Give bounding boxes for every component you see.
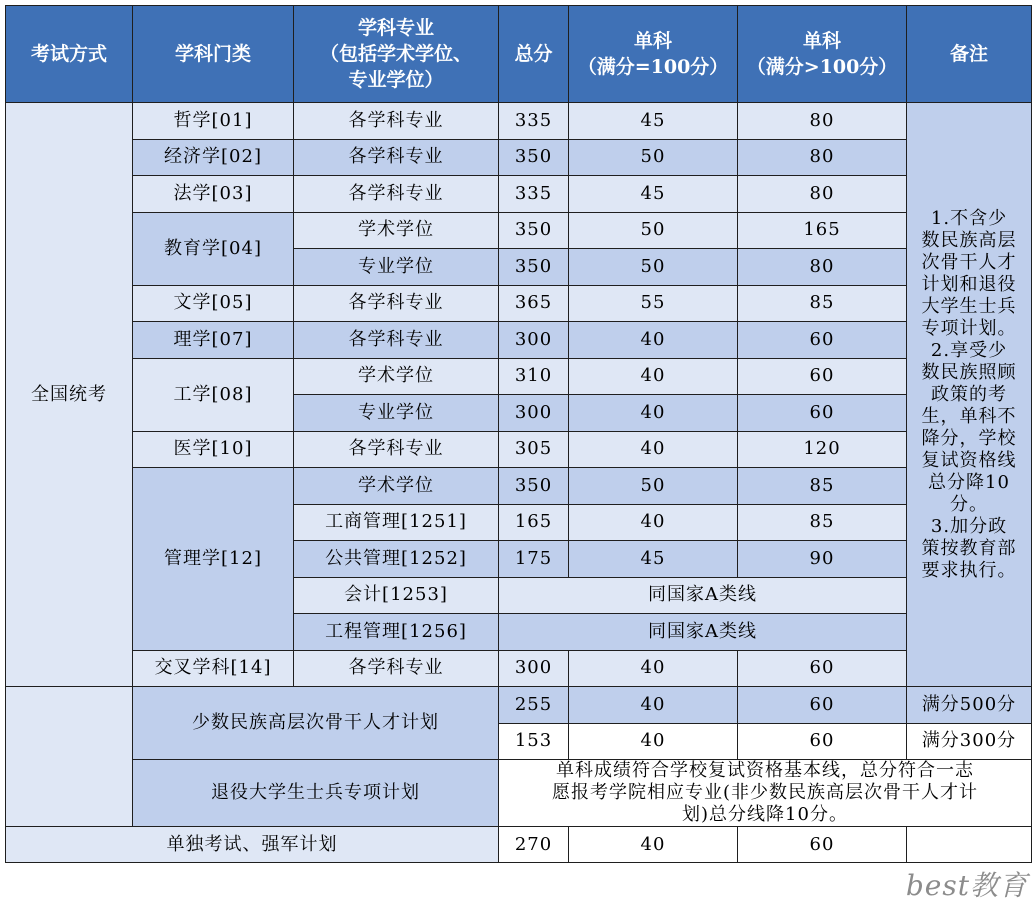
major-cell: 各学科专业 [294,650,499,687]
merged-score-cell: 同国家A类线 [499,577,907,614]
remark-line: 分。 [950,493,988,515]
major-cell: 学术学位 [294,468,499,505]
total-cell: 335 [499,176,569,213]
single-100-cell: 40 [569,395,738,432]
header-major [294,6,499,103]
remark-line: 政策的考 [931,383,1007,405]
major-cell: 专业学位 [294,249,499,286]
single-gt100-cell: 60 [738,723,907,760]
veteran-rule-line: 愿报考学院相应专业(非少数民族高层次骨干人才计 [551,782,979,803]
single-100-cell: 40 [569,504,738,541]
total-cell: 300 [499,650,569,687]
header-single-100-line-1: 单科 [633,30,672,52]
single-gt100-cell: 60 [738,687,907,724]
single-gt100-cell: 90 [738,541,907,578]
major-cell: 学术学位 [294,358,499,395]
category-cell: 医学[10] [133,431,294,468]
total-cell: 300 [499,395,569,432]
single-100-cell: 45 [569,541,738,578]
single-gt100-cell: 165 [738,212,907,249]
remark-line: 降分，学校 [921,427,1017,449]
header-single-gt100-line-2: （满分>100分） [746,56,898,78]
remark-line: 2.享受少 [930,339,1008,361]
header-single-100 [569,6,738,103]
major-cell: 各学科专业 [294,103,499,140]
header-row [6,6,1032,103]
single-gt100-cell: 60 [738,650,907,687]
table-row [6,139,1032,176]
remark-line: 复试资格线 [921,449,1017,471]
major-cell: 各学科专业 [294,139,499,176]
table-row [6,322,1032,359]
watermark: best教育 [905,869,1028,902]
total-cell: 335 [499,103,569,140]
header-major-line-1: 学科专业 [357,17,434,39]
single-gt100-cell: 80 [738,103,907,140]
single-100-cell: 50 [569,212,738,249]
total-cell: 350 [499,249,569,286]
total-cell: 153 [499,723,569,760]
single-100-cell: 40 [569,650,738,687]
single-100-cell: 40 [569,687,738,724]
single-gt100-cell: 60 [738,322,907,359]
single-gt100-cell: 60 [738,827,907,863]
single-gt100-cell: 80 [738,176,907,213]
table-row [6,285,1032,322]
single-gt100-cell: 80 [738,249,907,286]
single-gt100-cell: 60 [738,358,907,395]
single-100-cell: 40 [569,723,738,760]
single-gt100-cell: 120 [738,431,907,468]
single-100-cell: 45 [569,176,738,213]
special-plan-blank [6,687,133,827]
total-cell: 310 [499,358,569,395]
single-100-cell: 40 [569,358,738,395]
independent-exam-label: 单独考试、强军计划 [6,827,499,863]
single-gt100-cell: 60 [738,395,907,432]
remark-line: 策按教育部 [921,537,1017,559]
total-cell: 300 [499,322,569,359]
category-cell: 理学[07] [133,322,294,359]
header-remark: 备注 [907,6,1032,103]
remark-line: 专项计划。 [921,317,1017,339]
header-single-gt100 [738,6,907,103]
total-cell: 350 [499,212,569,249]
table-row [6,431,1032,468]
table-row [6,687,1032,724]
category-cell: 管理学[12] [133,468,294,651]
remark-line: 总分降10 [928,471,1010,493]
single-100-cell: 50 [569,468,738,505]
major-cell: 专业学位 [294,395,499,432]
remark-notes [907,103,1032,687]
remark-line: 数民族高层 [921,229,1017,251]
single-100-cell: 40 [569,431,738,468]
single-100-cell: 40 [569,322,738,359]
score-table [5,5,1032,863]
remark-line: 生，单科不 [921,405,1017,427]
category-cell: 哲学[01] [133,103,294,140]
table-row [6,358,1032,395]
major-cell: 工程管理[1256] [294,614,499,651]
major-cell: 各学科专业 [294,176,499,213]
single-100-cell: 40 [569,827,738,863]
table-row [6,176,1032,213]
major-cell: 各学科专业 [294,322,499,359]
single-gt100-cell: 80 [738,139,907,176]
veteran-rule-line: 单科成绩符合学校复试资格基本线，总分符合一志 [556,760,974,781]
category-cell: 教育学[04] [133,212,294,285]
remark-line: 3.加分政 [930,515,1008,537]
header-category: 学科门类 [133,6,294,103]
remark-line: 大学生士兵 [921,295,1017,317]
single-100-cell: 50 [569,139,738,176]
header-exam-mode: 考试方式 [6,6,133,103]
total-cell: 365 [499,285,569,322]
total-cell: 165 [499,504,569,541]
single-100-cell: 45 [569,103,738,140]
category-cell: 交叉学科[14] [133,650,294,687]
table-row [6,650,1032,687]
veteran-plan-label: 退役大学生士兵专项计划 [133,760,499,827]
remark-line: 1.不含少 [930,207,1008,229]
major-cell: 会计[1253] [294,577,499,614]
exam-mode-national: 全国统考 [6,103,133,687]
major-cell: 公共管理[1252] [294,541,499,578]
header-total: 总分 [499,6,569,103]
major-cell: 各学科专业 [294,285,499,322]
header-single-gt100-line-1: 单科 [802,30,841,52]
total-cell: 270 [499,827,569,863]
table-row [6,468,1032,505]
veteran-plan-rule [499,760,1032,827]
table-row [6,212,1032,249]
total-cell: 255 [499,687,569,724]
major-cell: 学术学位 [294,212,499,249]
remark-line: 次骨干人才 [921,251,1017,273]
major-cell: 各学科专业 [294,431,499,468]
major-cell: 工商管理[1251] [294,504,499,541]
table-row [6,103,1032,140]
minority-note: 满分500分 [907,687,1032,724]
single-100-cell: 55 [569,285,738,322]
total-cell: 350 [499,468,569,505]
single-gt100-cell: 85 [738,504,907,541]
minority-plan-label: 少数民族高层次骨干人才计划 [133,687,499,760]
header-major-line-2: （包括学术学位、 [319,43,472,65]
category-cell: 工学[08] [133,358,294,431]
total-cell: 175 [499,541,569,578]
header-single-100-line-2: （满分=100分） [577,56,729,78]
remark-line: 要求执行。 [921,559,1017,581]
merged-score-cell: 同国家A类线 [499,614,907,651]
veteran-rule-line: 划)总分线降10分。 [682,804,848,825]
category-cell: 文学[05] [133,285,294,322]
single-gt100-cell: 85 [738,468,907,505]
independent-blank [907,827,1032,863]
minority-note: 满分300分 [907,723,1032,760]
category-cell: 经济学[02] [133,139,294,176]
table-row [6,827,1032,863]
remark-line: 计划和退役 [921,273,1017,295]
category-cell: 法学[03] [133,176,294,213]
total-cell: 350 [499,139,569,176]
total-cell: 305 [499,431,569,468]
single-gt100-cell: 85 [738,285,907,322]
remark-line: 数民族照顾 [921,361,1017,383]
header-major-line-3: 专业学位） [348,69,444,91]
single-100-cell: 50 [569,249,738,286]
